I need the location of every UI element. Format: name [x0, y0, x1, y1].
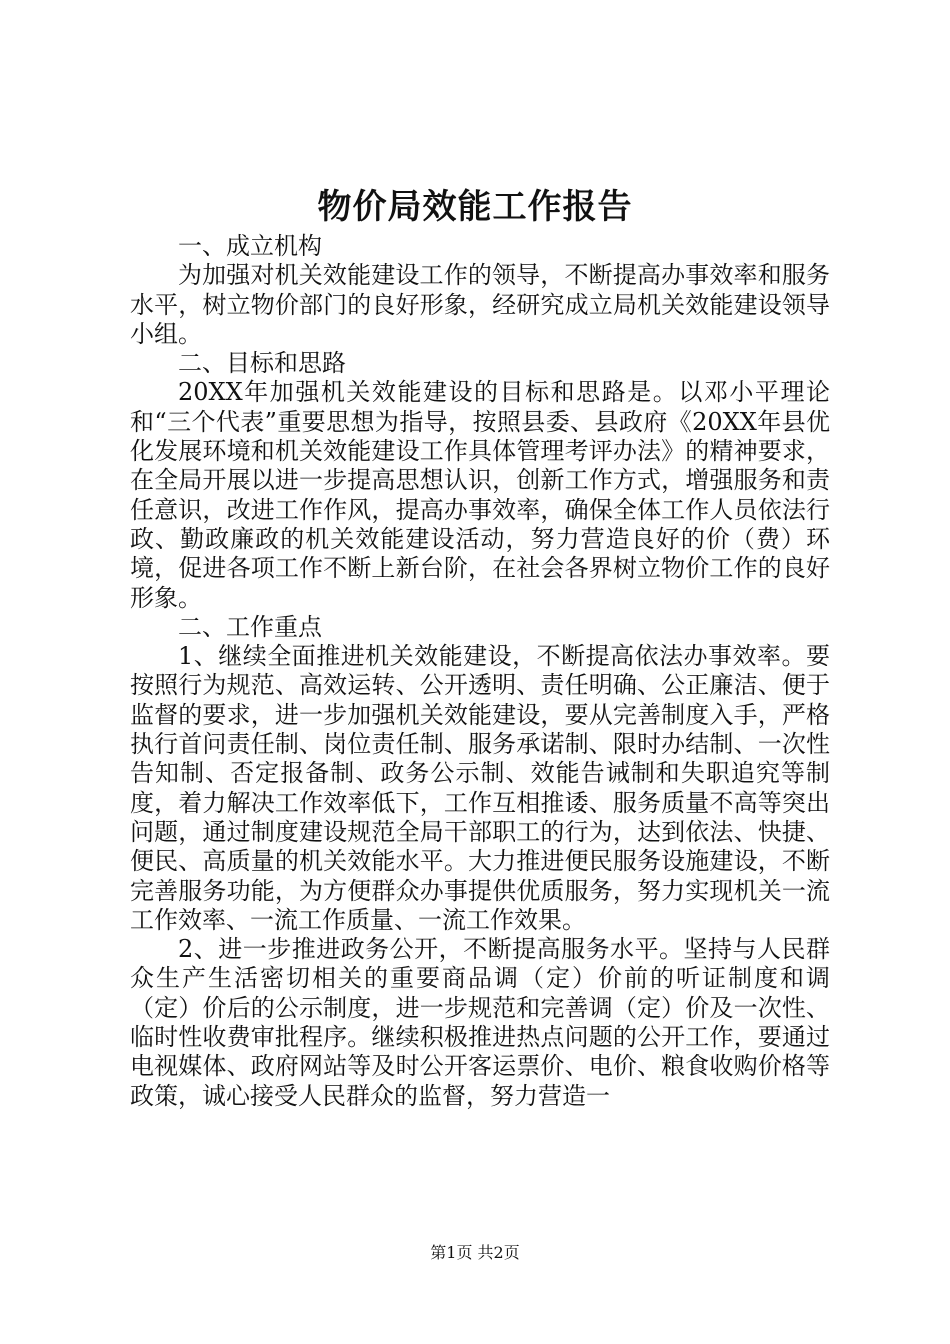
section-heading: 二、目标和思路 — [178, 349, 346, 378]
document-title: 物价局效能工作报告 — [317, 187, 633, 227]
paragraph: 2、进一步推进政务公开，不断提高服务水平。坚持与人民群众生产生活密切相关的重要商品调（定）价前的听证制度和调（定）价后的公示制度，进一步规范和完善调（定）价及一次性、临时性收费审批程序。继续积极推进热点问题的公开工作，要通过电视媒体、政府网站等及时公开客运票价、电价、粮食收购价格等政策，诚心接受人民群众的监督，努力营造一 — [130, 935, 830, 1110]
section-heading: 二、工作重点 — [178, 612, 322, 641]
paragraph: 20XX年加强机关效能建设的目标和思路是。以邓小平理论和“三个代表”重要思想为指导，按照县委、县政府《20XX年县优化发展环境和机关效能建设工作具体管理考评办法》的精神要求，在全局开展以进一步提高思想认识，创新工作方式，增强服务和责任意识，改进工作作风，提高办事效率，确保全体工作人员依法行政、勤政廉政的机关效能建设活动，努力营造良好的价（费）环境，促进各项工作不断上新台阶，在社会各界树立物价工作的良好形象。 — [130, 378, 830, 612]
section-heading: 一、成立机构 — [178, 232, 322, 260]
page-footer: 第1页 共2页 — [430, 1243, 520, 1262]
paragraph: 为加强对机关效能建设工作的领导，不断提高办事效率和服务水平，树立物价部门的良好形象，经研究成立局机关效能建设领导小组。 — [130, 261, 830, 348]
document-body — [130, 232, 830, 1111]
paragraph: 1、继续全面推进机关效能建设，不断提高依法办事效率。要按照行为规范、高效运转、公开透明、责任明确、公正廉洁、便于监督的要求，进一步加强机关效能建设，要从完善制度入手，严格执行首问责任制、岗位责任制、服务承诺制、限时办结制、一次性告知制、否定报备制、政务公示制、效能告诫制和失职追究等制度，着力解决工作效率低下，工作互相推诿、服务质量不高等突出问题，通过制度建设规范全局干部职工的行为，达到依法、快捷、便民、高质量的机关效能水平。大力推进便民服务设施建设，不断完善服务功能，为方便群众办事提供优质服务，努力实现机关一流工作效率、一流工作质量、一流工作效果。 — [130, 642, 830, 934]
